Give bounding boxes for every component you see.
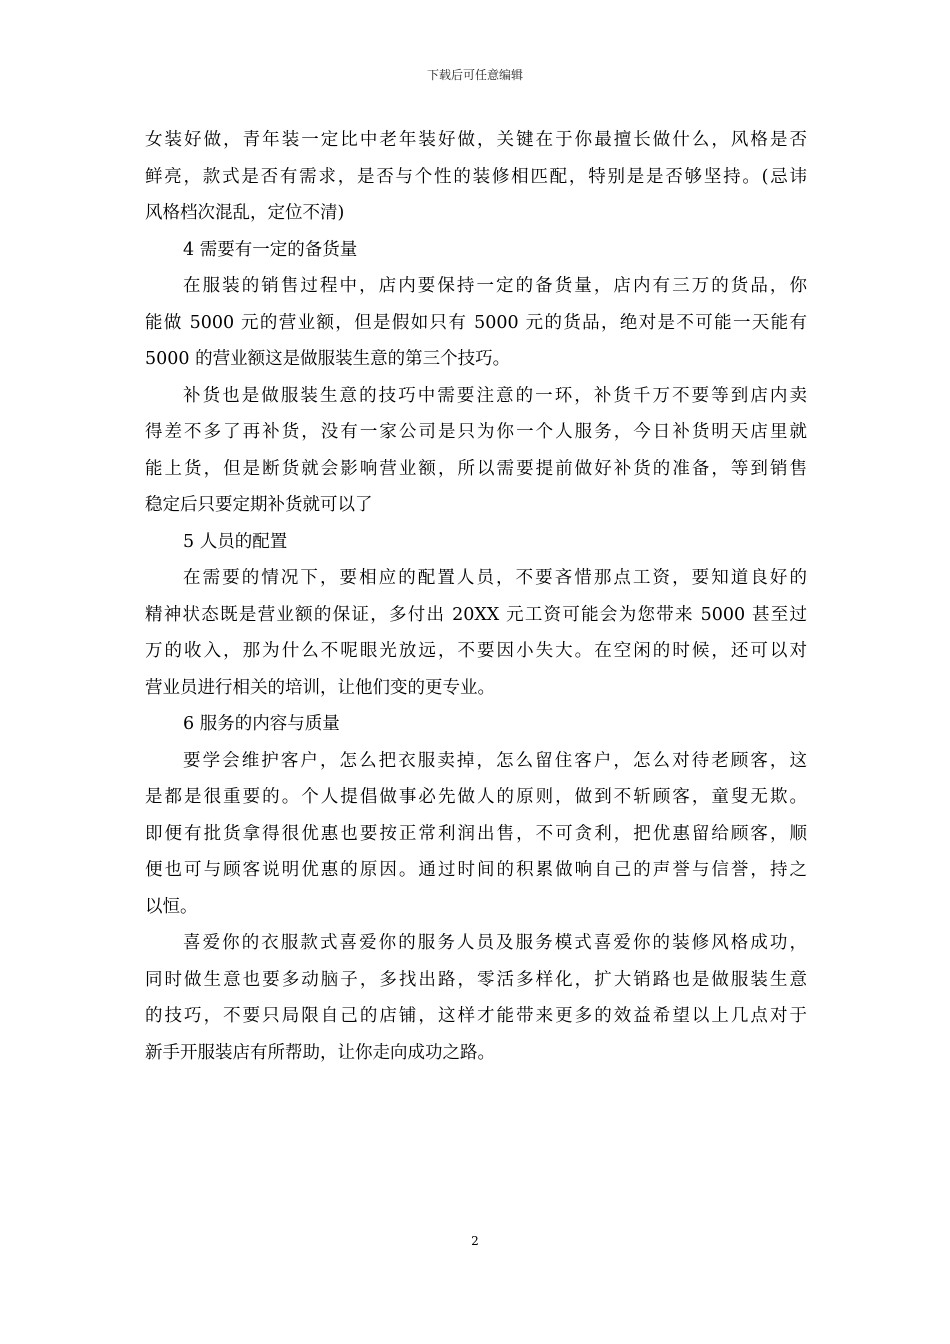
text-line: 新手开服装店有所帮助，让你走向成功之路。 bbox=[145, 1042, 495, 1063]
document-body bbox=[145, 122, 807, 1071]
text-line: 鲜亮，款式是否有需求，是否与个性的装修相匹配，特别是是否够坚持。(忌讳 bbox=[145, 166, 807, 187]
section-heading: 6 服务的内容与质量 bbox=[183, 714, 340, 734]
text-line: 5000 的营业额这是做服装生意的第三个技巧。 bbox=[145, 349, 511, 369]
text-line: 万的收入，那为什么不呢眼光放远，不要因小失大。在空闲的时候，还可以对 bbox=[145, 641, 807, 661]
page-number: 2 bbox=[471, 1234, 479, 1248]
paragraph bbox=[145, 925, 807, 1071]
section-heading: 5 人员的配置 bbox=[183, 531, 288, 552]
text-line: 女装好做，青年装一定比中老年装好做，关键在于你最擅长做什么，风格是否 bbox=[145, 130, 807, 150]
text-line: 的技巧，不要只局限自己的店铺，这样才能带来更多的效益希望以上几点对于 bbox=[145, 1006, 807, 1026]
text-line: 在需要的情况下，要相应的配置人员，不要吝惜那点工资，要知道良好的 bbox=[183, 568, 807, 588]
text-line: 精神状态既是营业额的保证，多付出 20XX 元工资可能会为您带来 5000 甚至过 bbox=[145, 604, 807, 625]
text-line: 稳定后只要定期补货就可以了 bbox=[145, 495, 373, 515]
text-line: 喜爱你的衣服款式喜爱你的服务人员及服务模式喜爱你的装修风格成功， bbox=[183, 933, 807, 953]
page-header: 下载后可任意编辑 bbox=[426, 68, 523, 82]
paragraph bbox=[145, 560, 807, 706]
text-line: 得差不多了再补货，没有一家公司是只为你一个人服务，今日补货明天店里就 bbox=[145, 422, 807, 442]
text-line: 即便有批货拿得很优惠也要按正常利润出售，不可贪利，把优惠留给顾客，顺 bbox=[145, 823, 807, 844]
paragraph bbox=[145, 268, 807, 378]
text-line: 风格档次混乱，定位不清) bbox=[145, 203, 345, 223]
text-line: 以恒。 bbox=[145, 896, 198, 917]
text-line: 营业员进行相关的培训，让他们变的更专业。 bbox=[145, 677, 495, 698]
text-line: 要学会维护客户，怎么把衣服卖掉，怎么留住客户，怎么对待老顾客，这 bbox=[183, 750, 807, 771]
paragraph bbox=[145, 378, 807, 524]
paragraph bbox=[145, 122, 807, 232]
text-line: 是都是很重要的。个人提倡做事必先做人的原则，做到不斩顾客，童叟无欺。 bbox=[145, 787, 807, 807]
text-line: 便也可与顾客说明优惠的原因。通过时间的积累做响自己的声誉与信誉，持之 bbox=[145, 860, 807, 880]
text-line: 能做 5000 元的营业额，但是假如只有 5000 元的货品，绝对是不可能一天能有 bbox=[145, 312, 807, 333]
paragraph bbox=[145, 743, 807, 926]
text-line: 在服装的销售过程中，店内要保持一定的备货量，店内有三万的货品，你 bbox=[183, 276, 807, 296]
section-heading: 4 需要有一定的备货量 bbox=[183, 239, 358, 260]
text-line: 能上货，但是断货就会影响营业额，所以需要提前做好补货的准备，等到销售 bbox=[145, 458, 807, 479]
text-line: 同时做生意也要多动脑子，多找出路，零活多样化，扩大销路也是做服装生意 bbox=[145, 969, 807, 990]
text-line: 补货也是做服装生意的技巧中需要注意的一环，补货千万不要等到店内卖 bbox=[183, 385, 807, 406]
